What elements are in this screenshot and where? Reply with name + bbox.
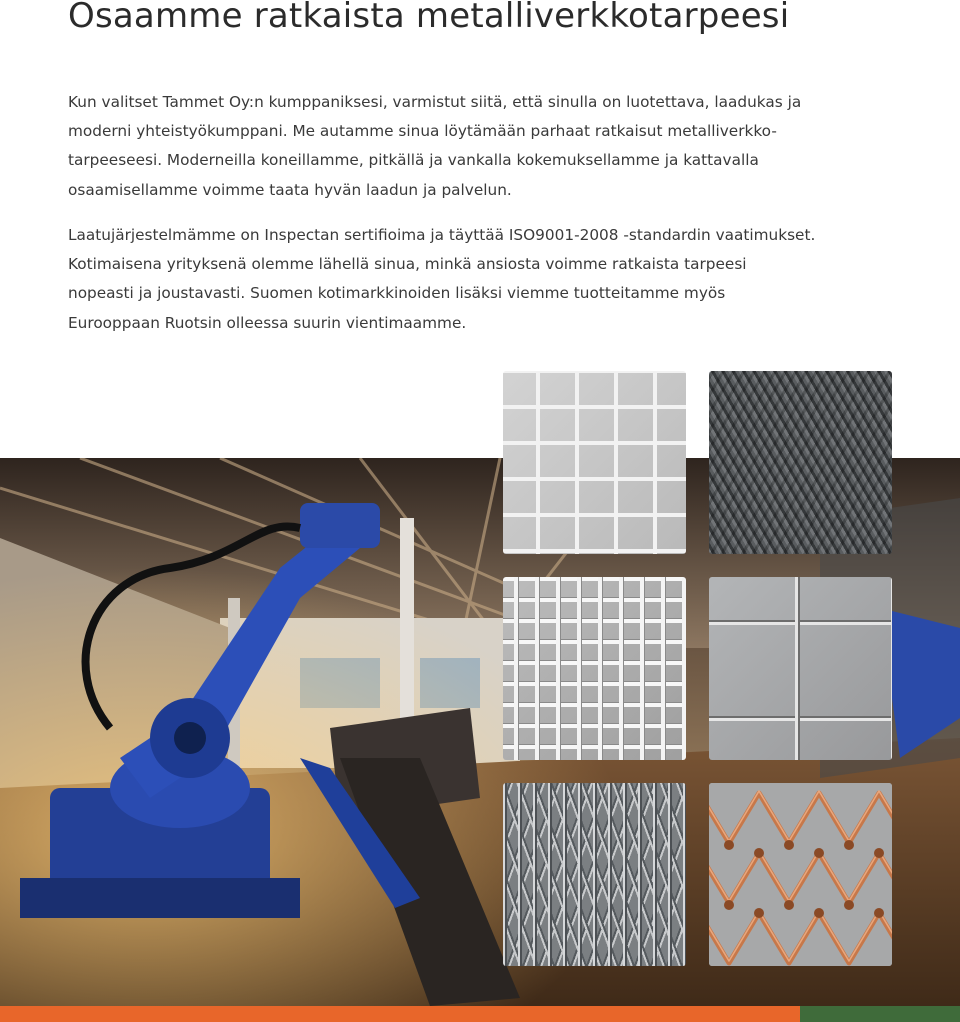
crimped-wire-mesh-image (709, 577, 892, 760)
expanded-metal-mesh-image (709, 371, 892, 554)
quality-paragraph (68, 221, 828, 338)
footer-accent-bar-green (800, 1006, 960, 1022)
copper-spiral-mesh-image (709, 783, 892, 966)
welded-wire-mesh-image (503, 371, 686, 554)
intro-line: Kun valitset Tammet Oy:n kumppaniksesi, varmistut siitä, että sinulla on luotettava, laadukas ja (68, 93, 802, 111)
quality-line: Kotimaisena yrityksenä olemme lähellä sinua, minkä ansiosta voimme ratkaista tarpeesi (68, 255, 747, 274)
page-title: Osaamme ratkaista metalliverkkotarpeesi (68, 0, 790, 36)
intro-line: moderni yhteistyökumppani. Me autamme sinua löytämään parhaat ratkaisut metalliverkko- (68, 122, 777, 141)
conveyor-belt-mesh-image (503, 783, 686, 966)
quality-line: Laatujärjestelmämme on Inspectan sertifioima ja täyttää ISO9001-2008 -standardin vaatimukset. (68, 226, 816, 244)
intro-paragraph (68, 88, 828, 205)
woven-wire-mesh-image (503, 577, 686, 760)
quality-line: Eurooppaan Ruotsin olleessa suurin vientimaamme. (68, 313, 467, 332)
footer-accent-bar-orange (0, 1006, 800, 1022)
intro-line: tarpeeseesi. Moderneilla koneillamme, pitkällä ja vankalla kokemuksellamme ja kattavalla (68, 151, 759, 170)
quality-line: nopeasti ja joustavasti. Suomen kotimarkkinoiden lisäksi viemme tuotteitamme myös (68, 284, 726, 303)
intro-line: osaamisellamme voimme taata hyvän laadun ja palvelun. (68, 180, 512, 199)
